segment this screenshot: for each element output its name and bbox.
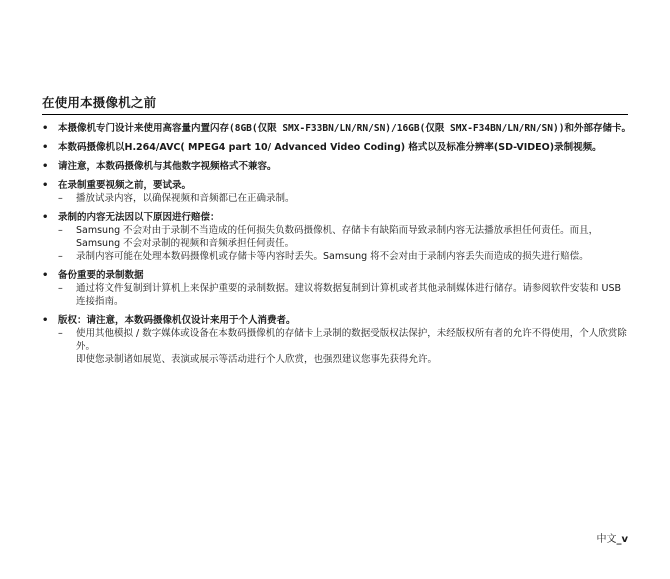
sub-text: Samsung 不会对由于录制不当造成的任何损失负数码摄像机、存储卡有缺陷而导致录制内容无法播放承担任何责任。而且，Samsung 不会对录制的视频和音频承担任何责任。 xyxy=(76,225,599,249)
bullet-text: 在录制重要视频之前，要试录。 xyxy=(58,180,192,191)
model-numbers: (8GB(仅限 SMX-F33BN/LN/RN/SN)/16GB(仅限 SMX-F34BN/LN/RN/SN)) xyxy=(229,123,565,134)
dash-icon: – xyxy=(58,328,63,339)
dash-icon: – xyxy=(58,251,63,262)
bullet-icon: • xyxy=(42,270,49,281)
bullet-text: 备份重要的录制数据 xyxy=(58,270,144,281)
page-footer xyxy=(596,530,628,545)
dash-icon: – xyxy=(58,225,63,236)
bullet-icon: • xyxy=(42,161,49,172)
sub-item xyxy=(58,353,632,366)
list-item xyxy=(42,160,632,173)
dash-icon: – xyxy=(58,193,63,204)
sub-text: 通过将文件复制到计算机上来保护重要的录制数据。建议将数据复制到计算机或者其他录制媒体进行储存。请参阅软件安装和 USB 连接指南。 xyxy=(76,283,622,307)
sub-item xyxy=(58,282,632,308)
list-item xyxy=(42,141,632,154)
sub-text: 播放试录内容，以确保视频和音频都已在正确录制。 xyxy=(76,193,295,204)
sub-list xyxy=(58,192,632,205)
list-item xyxy=(42,211,632,263)
dash-icon: – xyxy=(58,283,63,294)
list-item xyxy=(42,122,632,135)
page-title: 在使用本摄像机之前 xyxy=(42,93,628,115)
bullet-icon: • xyxy=(42,142,49,153)
sub-text: 录制内容可能在处理本数码摄像机或存储卡等内容时丢失。Samsung 将不会对由于录制内容丢失而造成的损失进行赔偿。 xyxy=(76,251,589,262)
bullet-icon: • xyxy=(42,212,49,223)
sub-item xyxy=(58,250,632,263)
bullet-text: 版权：请注意，本数码摄像机仅设计来用于个人消费者。 xyxy=(58,315,296,326)
sub-item xyxy=(58,327,632,353)
bullet-text: 本数码摄像机以H.264/AVC( MPEG4 part 10/ Advanced Video Coding) 格式以及标准分辨率(SD-VIDEO)录制视频。 xyxy=(58,142,602,153)
bullet-text xyxy=(58,122,632,135)
list-item xyxy=(42,179,632,205)
bullet-list xyxy=(42,122,632,366)
bullet-icon: • xyxy=(42,315,49,326)
sub-item xyxy=(58,192,632,205)
sub-list xyxy=(58,224,632,263)
sub-text: 使用其他模拟 / 数字媒体或设备在本数码摄像机的存储卡上录制的数据受版权法保护，未经版权所有者的允许不得使用，个人欣赏除外。 xyxy=(76,328,627,352)
list-item xyxy=(42,314,632,366)
sub-list xyxy=(58,282,632,308)
footer-language: 中文 xyxy=(596,534,617,545)
page-number: _v xyxy=(616,534,628,545)
bullet-text-part: 本摄像机专门设计来使用高容量内置闪存 xyxy=(58,123,230,134)
bullet-icon: • xyxy=(42,180,49,191)
bullet-icon: • xyxy=(42,123,49,134)
sub-list xyxy=(58,327,632,366)
bullet-text: 录制的内容无法因以下原因进行赔偿： xyxy=(58,212,220,223)
content-body xyxy=(42,122,632,372)
list-item xyxy=(42,269,632,308)
bullet-text: 请注意，本数码摄像机与其他数字视频格式不兼容。 xyxy=(58,161,277,172)
bullet-text-part: 和外部存储卡。 xyxy=(564,123,631,134)
sub-text: 即使您录制诸如展览、表演或展示等活动进行个人欣赏，也强烈建议您事先获得允许。 xyxy=(76,354,438,365)
sub-item xyxy=(58,224,632,250)
